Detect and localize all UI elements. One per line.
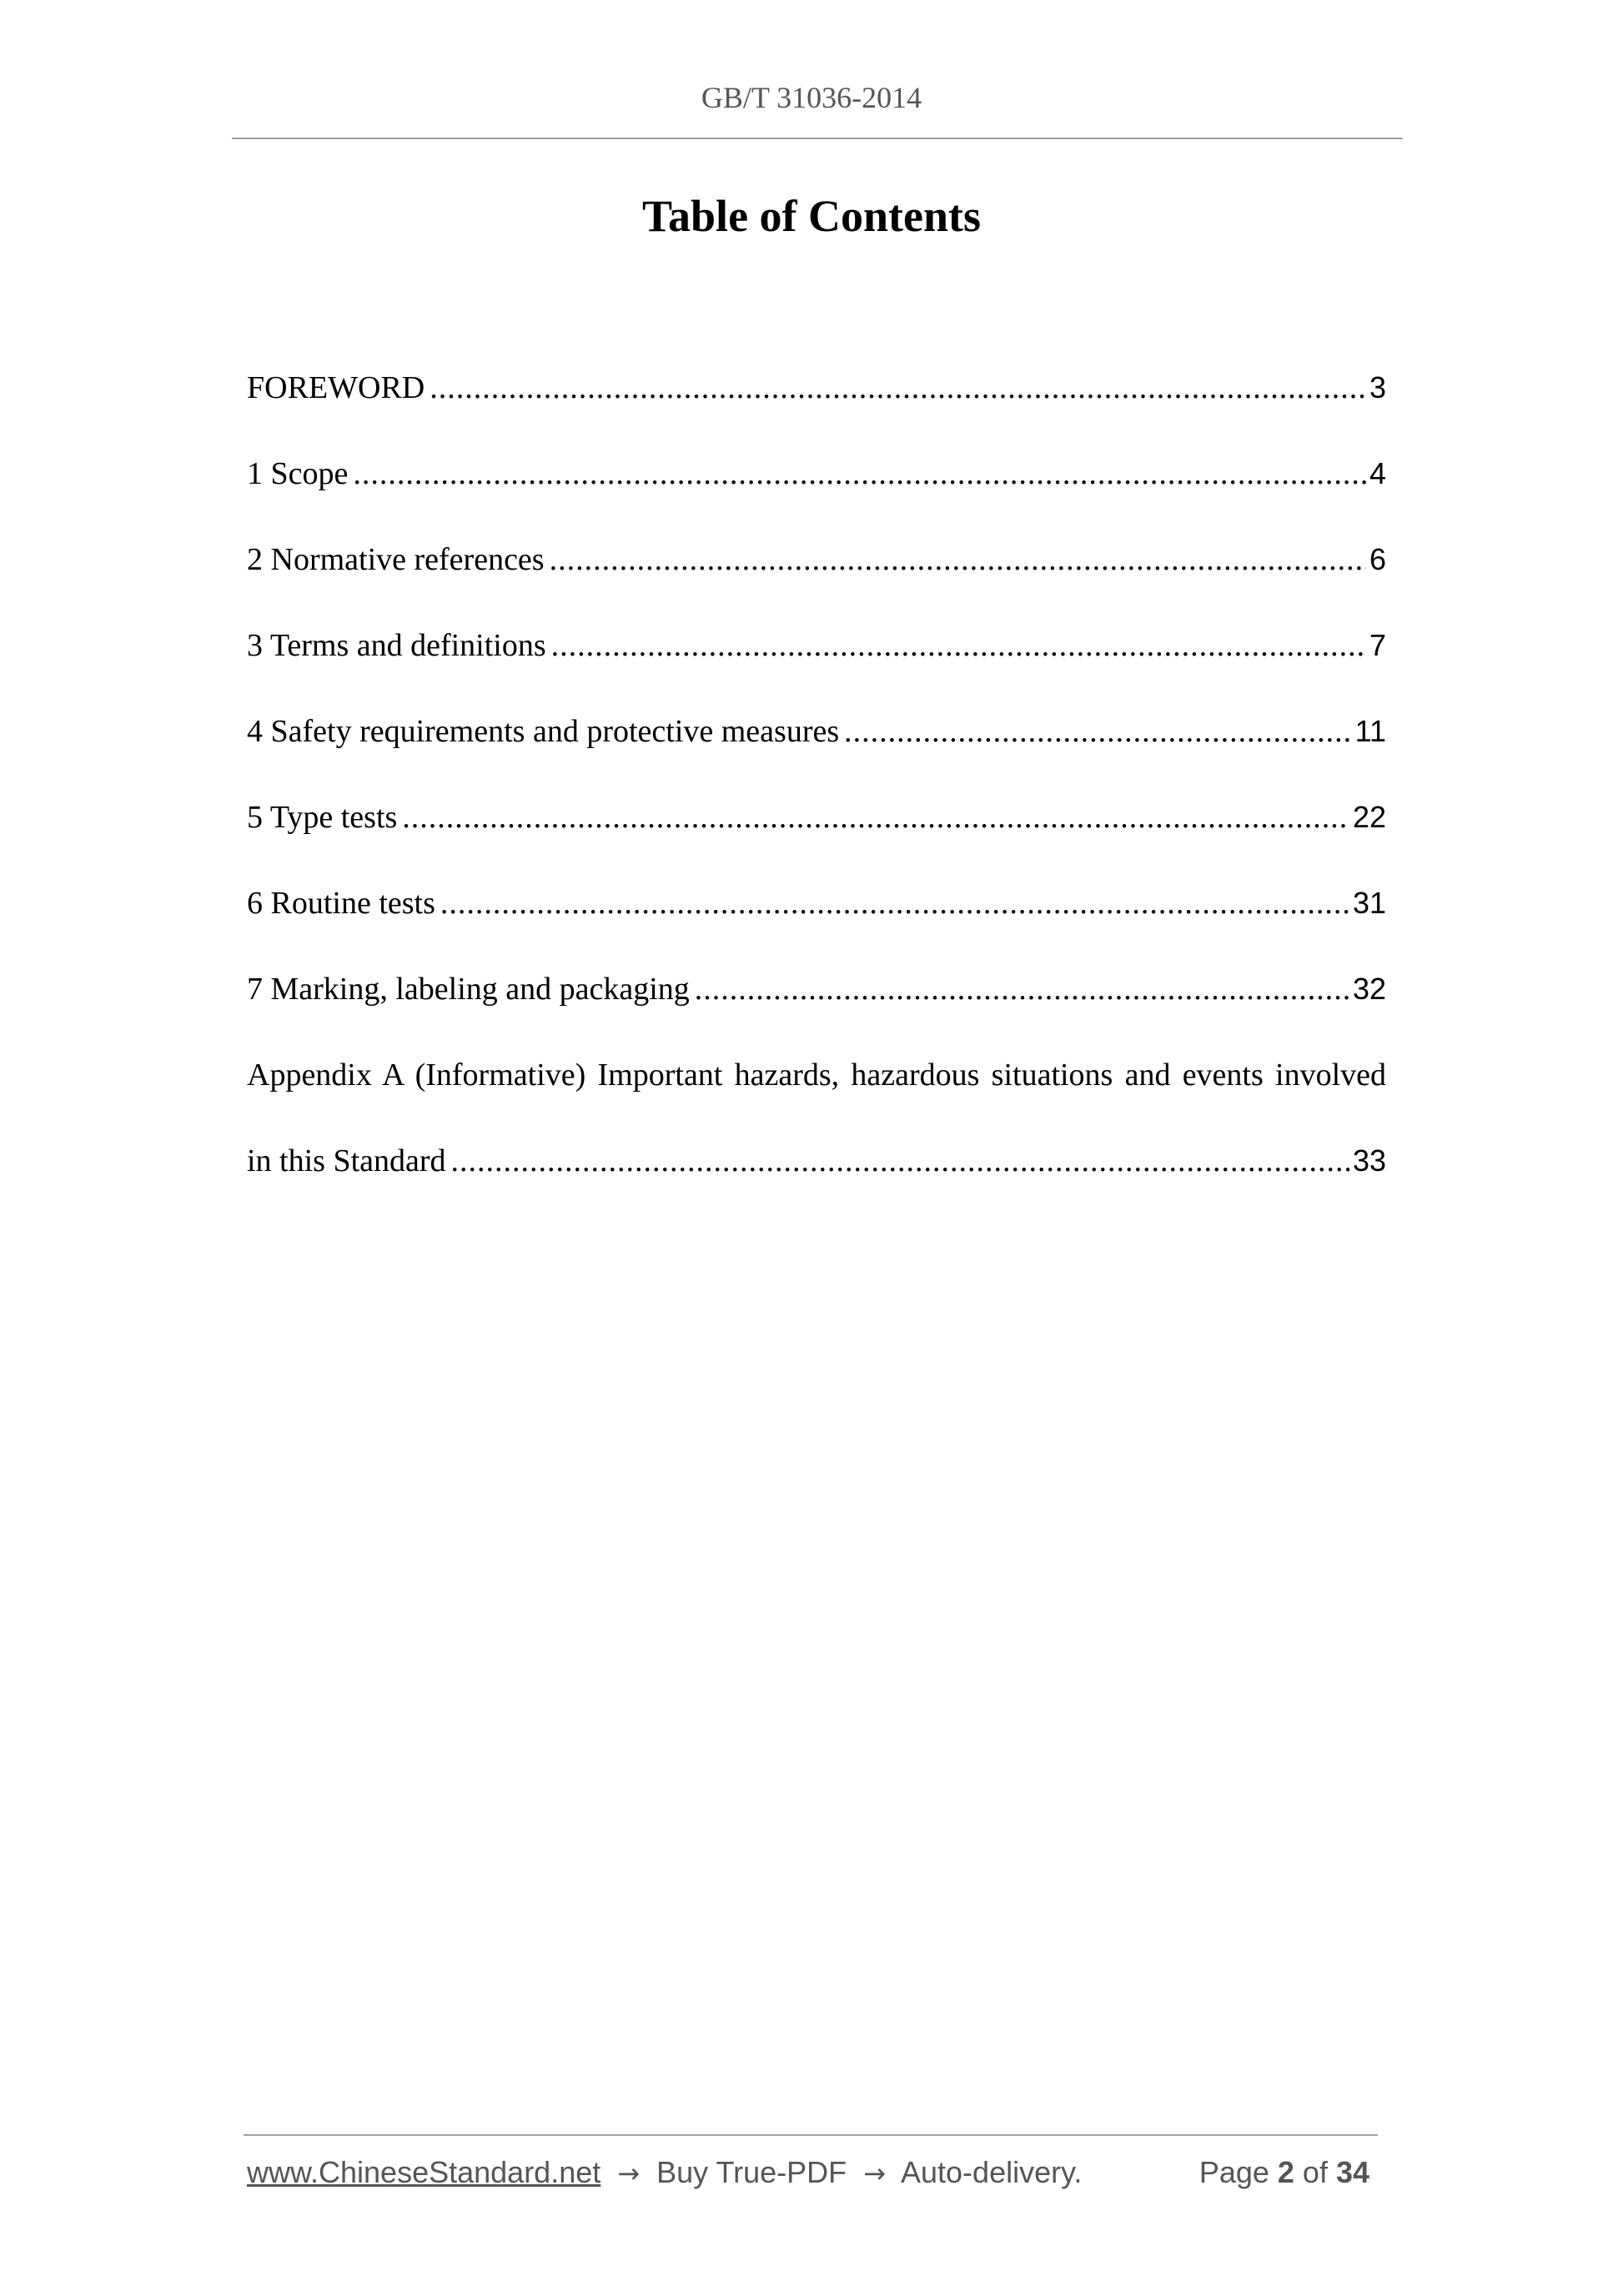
site-link[interactable]: www.ChineseStandard.net: [247, 2155, 601, 2189]
toc-dot-leader: [440, 884, 1349, 922]
toc-entry-appendix-a-continued[interactable]: [247, 1094, 1386, 1180]
toc-entry-page: 11: [1354, 714, 1386, 748]
toc-entry-page: 4: [1369, 456, 1386, 490]
toc-entry-terms-and-definitions[interactable]: [247, 579, 1386, 665]
toc-dot-leader: [451, 1142, 1349, 1180]
footer-divider: [244, 2134, 1378, 2136]
toc-dot-leader: [844, 712, 1352, 751]
toc-entry-label: in this Standard: [247, 1143, 446, 1178]
toc-entry-marking-labeling-packaging[interactable]: [247, 922, 1386, 1008]
toc-dot-leader: [551, 626, 1366, 665]
toc-entry-label: 1 Scope: [247, 456, 349, 491]
toc-entry-label: 2 Normative references: [247, 542, 545, 577]
toc-entry-page: 32: [1352, 972, 1386, 1006]
total-pages: 34: [1335, 2155, 1369, 2189]
toc-entry-label: FOREWORD: [247, 370, 425, 405]
page-title: Table of Contents: [641, 191, 982, 241]
toc-entry-foreword[interactable]: [247, 321, 1386, 407]
right-arrow-icon: →: [617, 2158, 641, 2189]
footer-promo: [247, 2155, 1082, 2190]
toc-entry-appendix-a[interactable]: [247, 1008, 1386, 1094]
buy-text: Buy True-PDF: [656, 2155, 847, 2189]
toc-entry-normative-references[interactable]: [247, 493, 1386, 579]
toc-entry-label: 7 Marking, labeling and packaging: [247, 972, 690, 1007]
toc-entry-page: 7: [1369, 628, 1386, 662]
toc-entry-type-tests[interactable]: [247, 751, 1386, 837]
toc-entry-page: 31: [1352, 886, 1386, 920]
page-footer: [247, 2155, 1378, 2190]
toc-dot-leader: [353, 455, 1366, 493]
toc-entry-page: 3: [1369, 370, 1386, 404]
document-code: GB/T 31036-2014: [701, 81, 922, 114]
toc-entry-label: 4 Safety requirements and protective measures: [247, 714, 840, 749]
toc-entry-label: 6 Routine tests: [247, 886, 435, 921]
toc-dot-leader: [550, 540, 1366, 579]
delivery-text: Auto-delivery.: [901, 2155, 1083, 2189]
toc-entry-routine-tests[interactable]: [247, 837, 1386, 922]
header-divider: [232, 138, 1403, 139]
of-word: of: [1302, 2155, 1328, 2189]
toc-dot-leader: [430, 369, 1366, 407]
toc-entry-scope[interactable]: [247, 407, 1386, 493]
toc-entry-label: 5 Type tests: [247, 800, 398, 835]
toc-dot-leader: [695, 970, 1349, 1008]
toc-entry-page: 22: [1352, 800, 1386, 834]
current-page: 2: [1277, 2155, 1294, 2189]
toc-entry-safety-requirements[interactable]: [247, 665, 1386, 751]
toc-entry-label: 3 Terms and definitions: [247, 628, 546, 663]
toc-entry-page: 6: [1369, 542, 1386, 576]
page-number: [1199, 2155, 1378, 2190]
page-word: Page: [1198, 2155, 1269, 2189]
table-of-contents: [247, 321, 1386, 1180]
toc-dot-leader: [402, 798, 1349, 837]
toc-entry-label: Appendix A (Informative) Important hazards, hazardous situations and events involved: [247, 1058, 1386, 1093]
toc-entry-page: 33: [1352, 1143, 1386, 1178]
right-arrow-icon: →: [863, 2158, 886, 2189]
